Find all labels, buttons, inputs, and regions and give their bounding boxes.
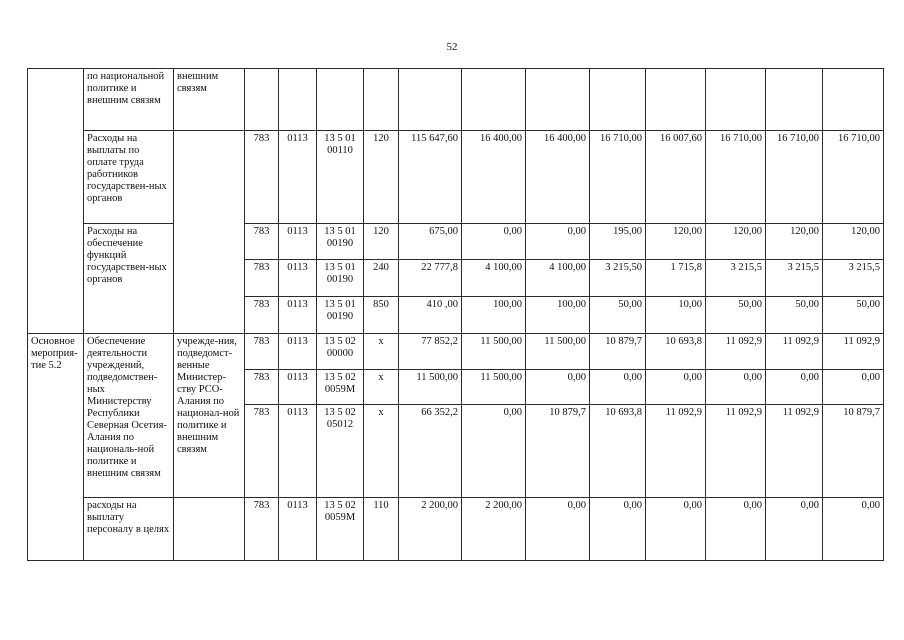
executor-cell-empty [174, 131, 245, 334]
value-cell: 10 693,8 [590, 405, 646, 498]
value-cell: 16 710,00 [590, 131, 646, 224]
value-cell: 0,00 [590, 370, 646, 405]
value-cell: 16 400,00 [526, 131, 590, 224]
value-cell: 1 715,8 [646, 260, 706, 297]
section-code: 0113 [279, 405, 317, 498]
value-cell: 2 200,00 [399, 498, 462, 561]
value-cell: 0,00 [462, 405, 526, 498]
value-cell: 0,00 [823, 370, 884, 405]
value-cell: 16 007,60 [646, 131, 706, 224]
value-cell: 3 215,5 [706, 260, 766, 297]
target-article-code: 13 5 01 00110 [317, 131, 364, 224]
value-cell: 11 092,9 [646, 405, 706, 498]
executor-cell-empty [174, 498, 245, 561]
section-code: 0113 [279, 370, 317, 405]
value-cell: 66 352,2 [399, 405, 462, 498]
table-row [28, 498, 884, 561]
table-row [28, 224, 884, 260]
measure-name: Основное мероприя-тие 5.2 [28, 334, 84, 561]
expense-type-code: 110 [364, 498, 399, 561]
value-cell: 10 879,7 [526, 405, 590, 498]
budget-table [27, 68, 884, 561]
value-cell: 195,00 [590, 224, 646, 260]
table-row [28, 334, 884, 370]
value-cell: 3 215,5 [766, 260, 823, 297]
value-cell: 0,00 [766, 370, 823, 405]
value-cell: 0,00 [766, 498, 823, 561]
expense-type-code: 240 [364, 260, 399, 297]
value-cell: 16 710,00 [766, 131, 823, 224]
value-cell: 2 200,00 [462, 498, 526, 561]
value-cell: 11 092,9 [706, 334, 766, 370]
value-cell: 16 710,00 [706, 131, 766, 224]
value-cell: 3 215,50 [590, 260, 646, 297]
value-cell: 11 092,9 [823, 334, 884, 370]
executor-cell: внешним связям [174, 69, 245, 131]
value-cell: 120,00 [823, 224, 884, 260]
grbs-code: 783 [245, 297, 279, 334]
value-cell: 0,00 [526, 370, 590, 405]
value-cell: 0,00 [526, 498, 590, 561]
value-cell: 100,00 [462, 297, 526, 334]
program-cell-empty [28, 69, 84, 334]
grbs-code: 783 [245, 498, 279, 561]
value-cell: 0,00 [646, 370, 706, 405]
table-row [28, 69, 884, 131]
target-article-code: 13 5 01 00190 [317, 224, 364, 260]
row-description: по национальной политике и внешним связям [84, 69, 174, 131]
target-article-code: 13 5 01 00190 [317, 297, 364, 334]
value-cell: 22 777,8 [399, 260, 462, 297]
section-code: 0113 [279, 131, 317, 224]
value-cell: 10 879,7 [590, 334, 646, 370]
section-code: 0113 [279, 498, 317, 561]
value-cell: 120,00 [766, 224, 823, 260]
value-cell: 50,00 [706, 297, 766, 334]
expense-type-code: x [364, 405, 399, 498]
value-cell: 0,00 [590, 498, 646, 561]
value-cell: 10 693,8 [646, 334, 706, 370]
grbs-code: 783 [245, 405, 279, 498]
value-cell: 0,00 [462, 224, 526, 260]
value-cell: 11 092,9 [766, 334, 823, 370]
measure-description: Обеспечение деятельности учреждений, подведомствен-ных Министерству Республики Северная Осетия-Алания по националь-ной политике и внешним связям [84, 334, 174, 498]
value-cell: 11 092,9 [706, 405, 766, 498]
expense-type-code: 120 [364, 131, 399, 224]
value-cell: 77 852,2 [399, 334, 462, 370]
value-cell: 0,00 [706, 498, 766, 561]
grbs-code: 783 [245, 131, 279, 224]
grbs-code: 783 [245, 224, 279, 260]
target-article-code: 13 5 02 0059M [317, 370, 364, 405]
value-cell: 11 092,9 [766, 405, 823, 498]
value-cell: 11 500,00 [526, 334, 590, 370]
value-cell: 120,00 [706, 224, 766, 260]
value-cell: 410 ,00 [399, 297, 462, 334]
value-cell: 4 100,00 [526, 260, 590, 297]
grbs-code: 783 [245, 334, 279, 370]
value-cell: 11 500,00 [462, 334, 526, 370]
section-code: 0113 [279, 334, 317, 370]
value-cell: 0,00 [823, 498, 884, 561]
value-cell: 50,00 [590, 297, 646, 334]
target-article-code: 13 5 02 05012 [317, 405, 364, 498]
grbs-code: 783 [245, 370, 279, 405]
value-cell: 50,00 [766, 297, 823, 334]
target-article-code: 13 5 02 00000 [317, 334, 364, 370]
value-cell: 0,00 [526, 224, 590, 260]
expense-type-code: 850 [364, 297, 399, 334]
section-code: 0113 [279, 224, 317, 260]
section-code: 0113 [279, 260, 317, 297]
value-cell: 100,00 [526, 297, 590, 334]
value-cell: 0,00 [706, 370, 766, 405]
row-description: Расходы на обеспечение функций государствен-ных органов [84, 224, 174, 334]
page-number: 52 [446, 41, 458, 53]
value-cell: 11 500,00 [399, 370, 462, 405]
value-cell: 120,00 [646, 224, 706, 260]
measure-executor: учрежде-ния, подведомст-венные Министер-ству РСО-Алания по национал-ной политике и внешним связям [174, 334, 245, 498]
target-article-code: 13 5 02 0059M [317, 498, 364, 561]
value-cell: 10 879,7 [823, 405, 884, 498]
grbs-code: 783 [245, 260, 279, 297]
target-article-code: 13 5 01 00190 [317, 260, 364, 297]
table-row [28, 131, 884, 224]
expense-type-code: x [364, 370, 399, 405]
row-description: Расходы на выплаты по оплате труда работников государствен-ных органов [84, 131, 174, 224]
value-cell: 115 647,60 [399, 131, 462, 224]
value-cell: 16 400,00 [462, 131, 526, 224]
value-cell: 16 710,00 [823, 131, 884, 224]
value-cell: 3 215,5 [823, 260, 884, 297]
value-cell: 11 500,00 [462, 370, 526, 405]
expense-type-code: 120 [364, 224, 399, 260]
value-cell: 50,00 [823, 297, 884, 334]
row-description: расходы на выплату персоналу в целях [84, 498, 174, 561]
value-cell: 10,00 [646, 297, 706, 334]
section-code: 0113 [279, 297, 317, 334]
expense-type-code: x [364, 334, 399, 370]
value-cell: 675,00 [399, 224, 462, 260]
value-cell: 4 100,00 [462, 260, 526, 297]
value-cell: 0,00 [646, 498, 706, 561]
